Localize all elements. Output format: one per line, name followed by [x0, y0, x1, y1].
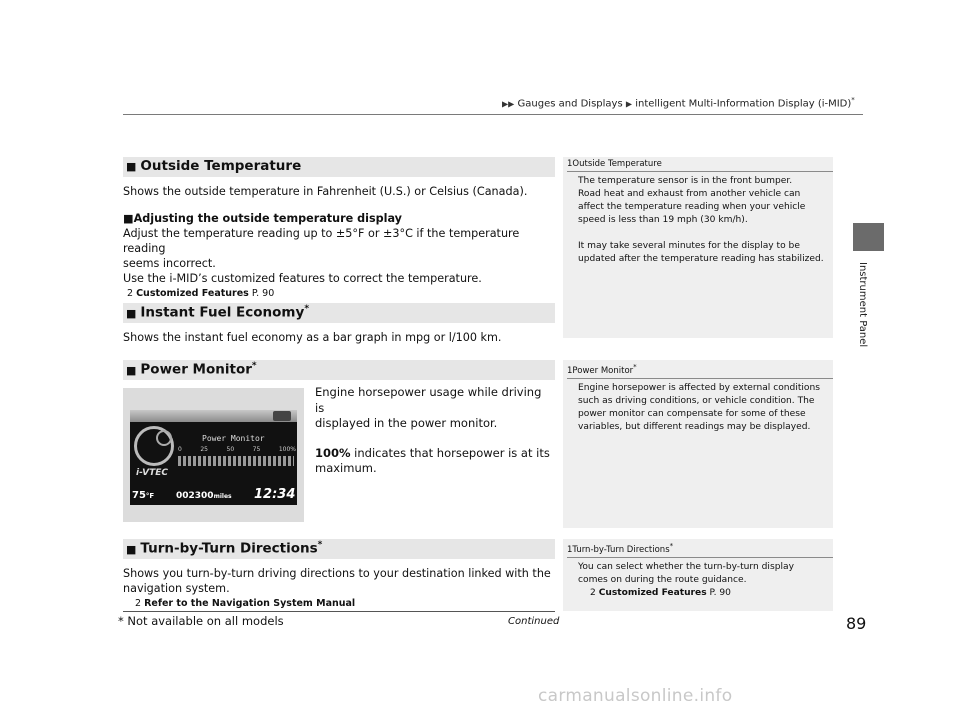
footer-divider	[123, 611, 555, 612]
note-line: such as driving conditions, or vehicle condition. The	[578, 395, 815, 406]
note-body	[563, 172, 833, 266]
power-monitor-line-2: displayed in the power monitor.	[315, 416, 498, 430]
square-bullet-icon: ■	[126, 160, 137, 173]
turn-by-turn-line-1: Shows you turn-by-turn driving directions to your destination linked with the	[123, 567, 551, 580]
temp-unit: °F	[145, 492, 155, 500]
note-line: Engine horsepower is affected by external conditions	[578, 382, 821, 393]
footnote-mark: *	[317, 540, 323, 550]
footnote-mark: *	[633, 362, 637, 371]
power-monitor-figure	[123, 388, 304, 522]
odometer-unit: miles	[213, 493, 232, 500]
bluetooth-icon	[273, 411, 291, 421]
xref-navigation-manual[interactable]	[135, 596, 553, 611]
xref-customized-features[interactable]	[127, 286, 553, 301]
square-bullet-icon: ■	[126, 306, 137, 320]
note-line: Road heat and exhaust from another vehicle can	[578, 189, 801, 199]
note-title-text: Power Monitor	[572, 365, 634, 376]
section-title-text: Instant Fuel Economy	[140, 304, 305, 321]
section-title-outside-temperature	[126, 158, 301, 174]
xref-icon: 2	[135, 598, 142, 609]
note-line: power monitor can compensate for some of these	[578, 408, 806, 419]
scale-tick: 100%	[278, 446, 296, 453]
power-monitor-body	[315, 385, 550, 477]
turn-by-turn-body	[123, 566, 553, 611]
percent-bold: 100%	[315, 445, 351, 460]
footnote-mark: *	[304, 304, 310, 314]
note-title-text: Turn-by-Turn Directions	[572, 544, 670, 555]
gauge-small-icon	[156, 430, 172, 446]
instant-fuel-body: Shows the instant fuel economy as a bar graph in mpg or l/100 km.	[123, 331, 502, 344]
note-icon: 1	[567, 365, 573, 376]
footnote-mark: *	[851, 96, 855, 104]
note-line: The temperature sensor is in the front bumper.	[578, 176, 793, 186]
scale-tick: 50	[226, 446, 235, 453]
adjust-temp-heading	[123, 211, 553, 226]
scale-tick: 75	[252, 446, 261, 453]
section-title-turn-by-turn	[126, 540, 322, 557]
odometer-value: 002300	[176, 491, 214, 501]
note-line: comes on during the route guidance.	[578, 574, 747, 585]
xref-label: Customized Features	[136, 288, 249, 299]
continued-label: Continued	[508, 616, 560, 627]
note-line: affect the temperature reading when your vehicle	[578, 202, 806, 212]
adjust-temp-line-1: Adjust the temperature reading up to ±5°F or ±3°C if the temperature reading	[123, 227, 520, 255]
outside-temp-intro: Shows the outside temperature in Fahrenheit (U.S.) or Celsius (Canada).	[123, 185, 528, 198]
note-line: variables, but different readings may be displayed.	[578, 421, 811, 432]
breadcrumb	[502, 96, 855, 109]
note-title	[563, 157, 833, 169]
power-monitor-line-4: maximum.	[315, 461, 377, 475]
note-title	[563, 539, 833, 555]
note-body	[563, 558, 833, 600]
section-title-power-monitor	[126, 361, 257, 378]
section-title-text: Power Monitor	[140, 361, 252, 378]
scale-tick: 25	[200, 446, 208, 453]
outside-temp-body	[123, 184, 553, 301]
footnote-mark: *	[669, 541, 674, 550]
temp-value: 75	[132, 490, 146, 501]
note-title-text: Outside Temperature	[572, 159, 662, 169]
note-icon: 1	[567, 544, 573, 555]
adjust-temp-heading-text: Adjusting the outside temperature display	[133, 212, 402, 225]
turn-by-turn-line-2: navigation system.	[123, 582, 230, 595]
display-clock: 12:34	[254, 487, 296, 502]
chapter-tab[interactable]	[853, 223, 884, 251]
display-temperature	[132, 490, 154, 501]
xref-icon: 2	[127, 288, 134, 299]
arrow-right-icon: ▶▶	[502, 99, 515, 109]
power-bar-graph	[178, 456, 294, 466]
adjust-temp-line-3: Use the i-MID’s customized features to correct the temperature.	[123, 272, 482, 285]
arrow-right-icon: ▶	[625, 99, 633, 109]
xref-label: Refer to the Navigation System Manual	[144, 598, 356, 609]
section-title-text: Turn-by-Turn Directions	[140, 540, 318, 557]
section-title-instant-fuel	[126, 304, 309, 321]
note-icon: 1	[567, 159, 573, 169]
display-top-bar	[130, 410, 297, 422]
square-bullet-icon: ■	[123, 212, 134, 225]
watermark: carmanualsonline.info	[538, 686, 733, 706]
power-monitor-line-3-rest: indicates that horsepower is at its	[350, 445, 550, 460]
footnote: * Not available on all models	[118, 614, 284, 628]
xref-icon: 2	[590, 587, 596, 598]
xref-customized-features-note[interactable]	[590, 587, 833, 600]
power-monitor-line-3	[315, 446, 550, 462]
note-power-monitor	[563, 360, 833, 528]
breadcrumb-item-gauges[interactable]: Gauges and Displays	[517, 98, 623, 110]
scale-tick: 0	[178, 446, 182, 453]
note-turn-by-turn	[563, 539, 833, 611]
header-divider	[123, 114, 863, 115]
note-line: updated after the temperature reading has stabilized.	[578, 254, 824, 264]
ivtec-logo: i-VTEC	[136, 468, 169, 478]
display-scale	[178, 446, 296, 453]
adjust-temp-line-2: seems incorrect.	[123, 257, 216, 270]
display-odometer	[176, 491, 232, 501]
xref-label: Customized Features	[598, 587, 707, 598]
breadcrumb-item-imid[interactable]: intelligent Multi-Information Display (i-MID)	[635, 98, 852, 110]
chapter-label: Instrument Panel	[857, 262, 868, 348]
note-outside-temperature	[563, 157, 833, 338]
footnote-mark: *	[251, 361, 257, 371]
square-bullet-icon: ■	[126, 363, 137, 377]
note-title	[563, 360, 833, 376]
note-body	[563, 379, 833, 434]
square-bullet-icon: ■	[126, 542, 137, 556]
page-number: 89	[846, 614, 867, 633]
power-monitor-line-1: Engine horsepower usage while driving is	[315, 385, 542, 415]
note-line: It may take several minutes for the display to be	[578, 241, 800, 251]
note-line: speed is less than 19 mph (30 km/h).	[578, 215, 748, 225]
section-title-text: Outside Temperature	[140, 158, 302, 174]
display-title: Power Monitor	[202, 434, 265, 443]
xref-page: P. 90	[709, 587, 731, 598]
display-screen	[130, 410, 297, 505]
note-line: You can select whether the turn-by-turn display	[578, 561, 794, 572]
xref-page: P. 90	[251, 288, 275, 299]
